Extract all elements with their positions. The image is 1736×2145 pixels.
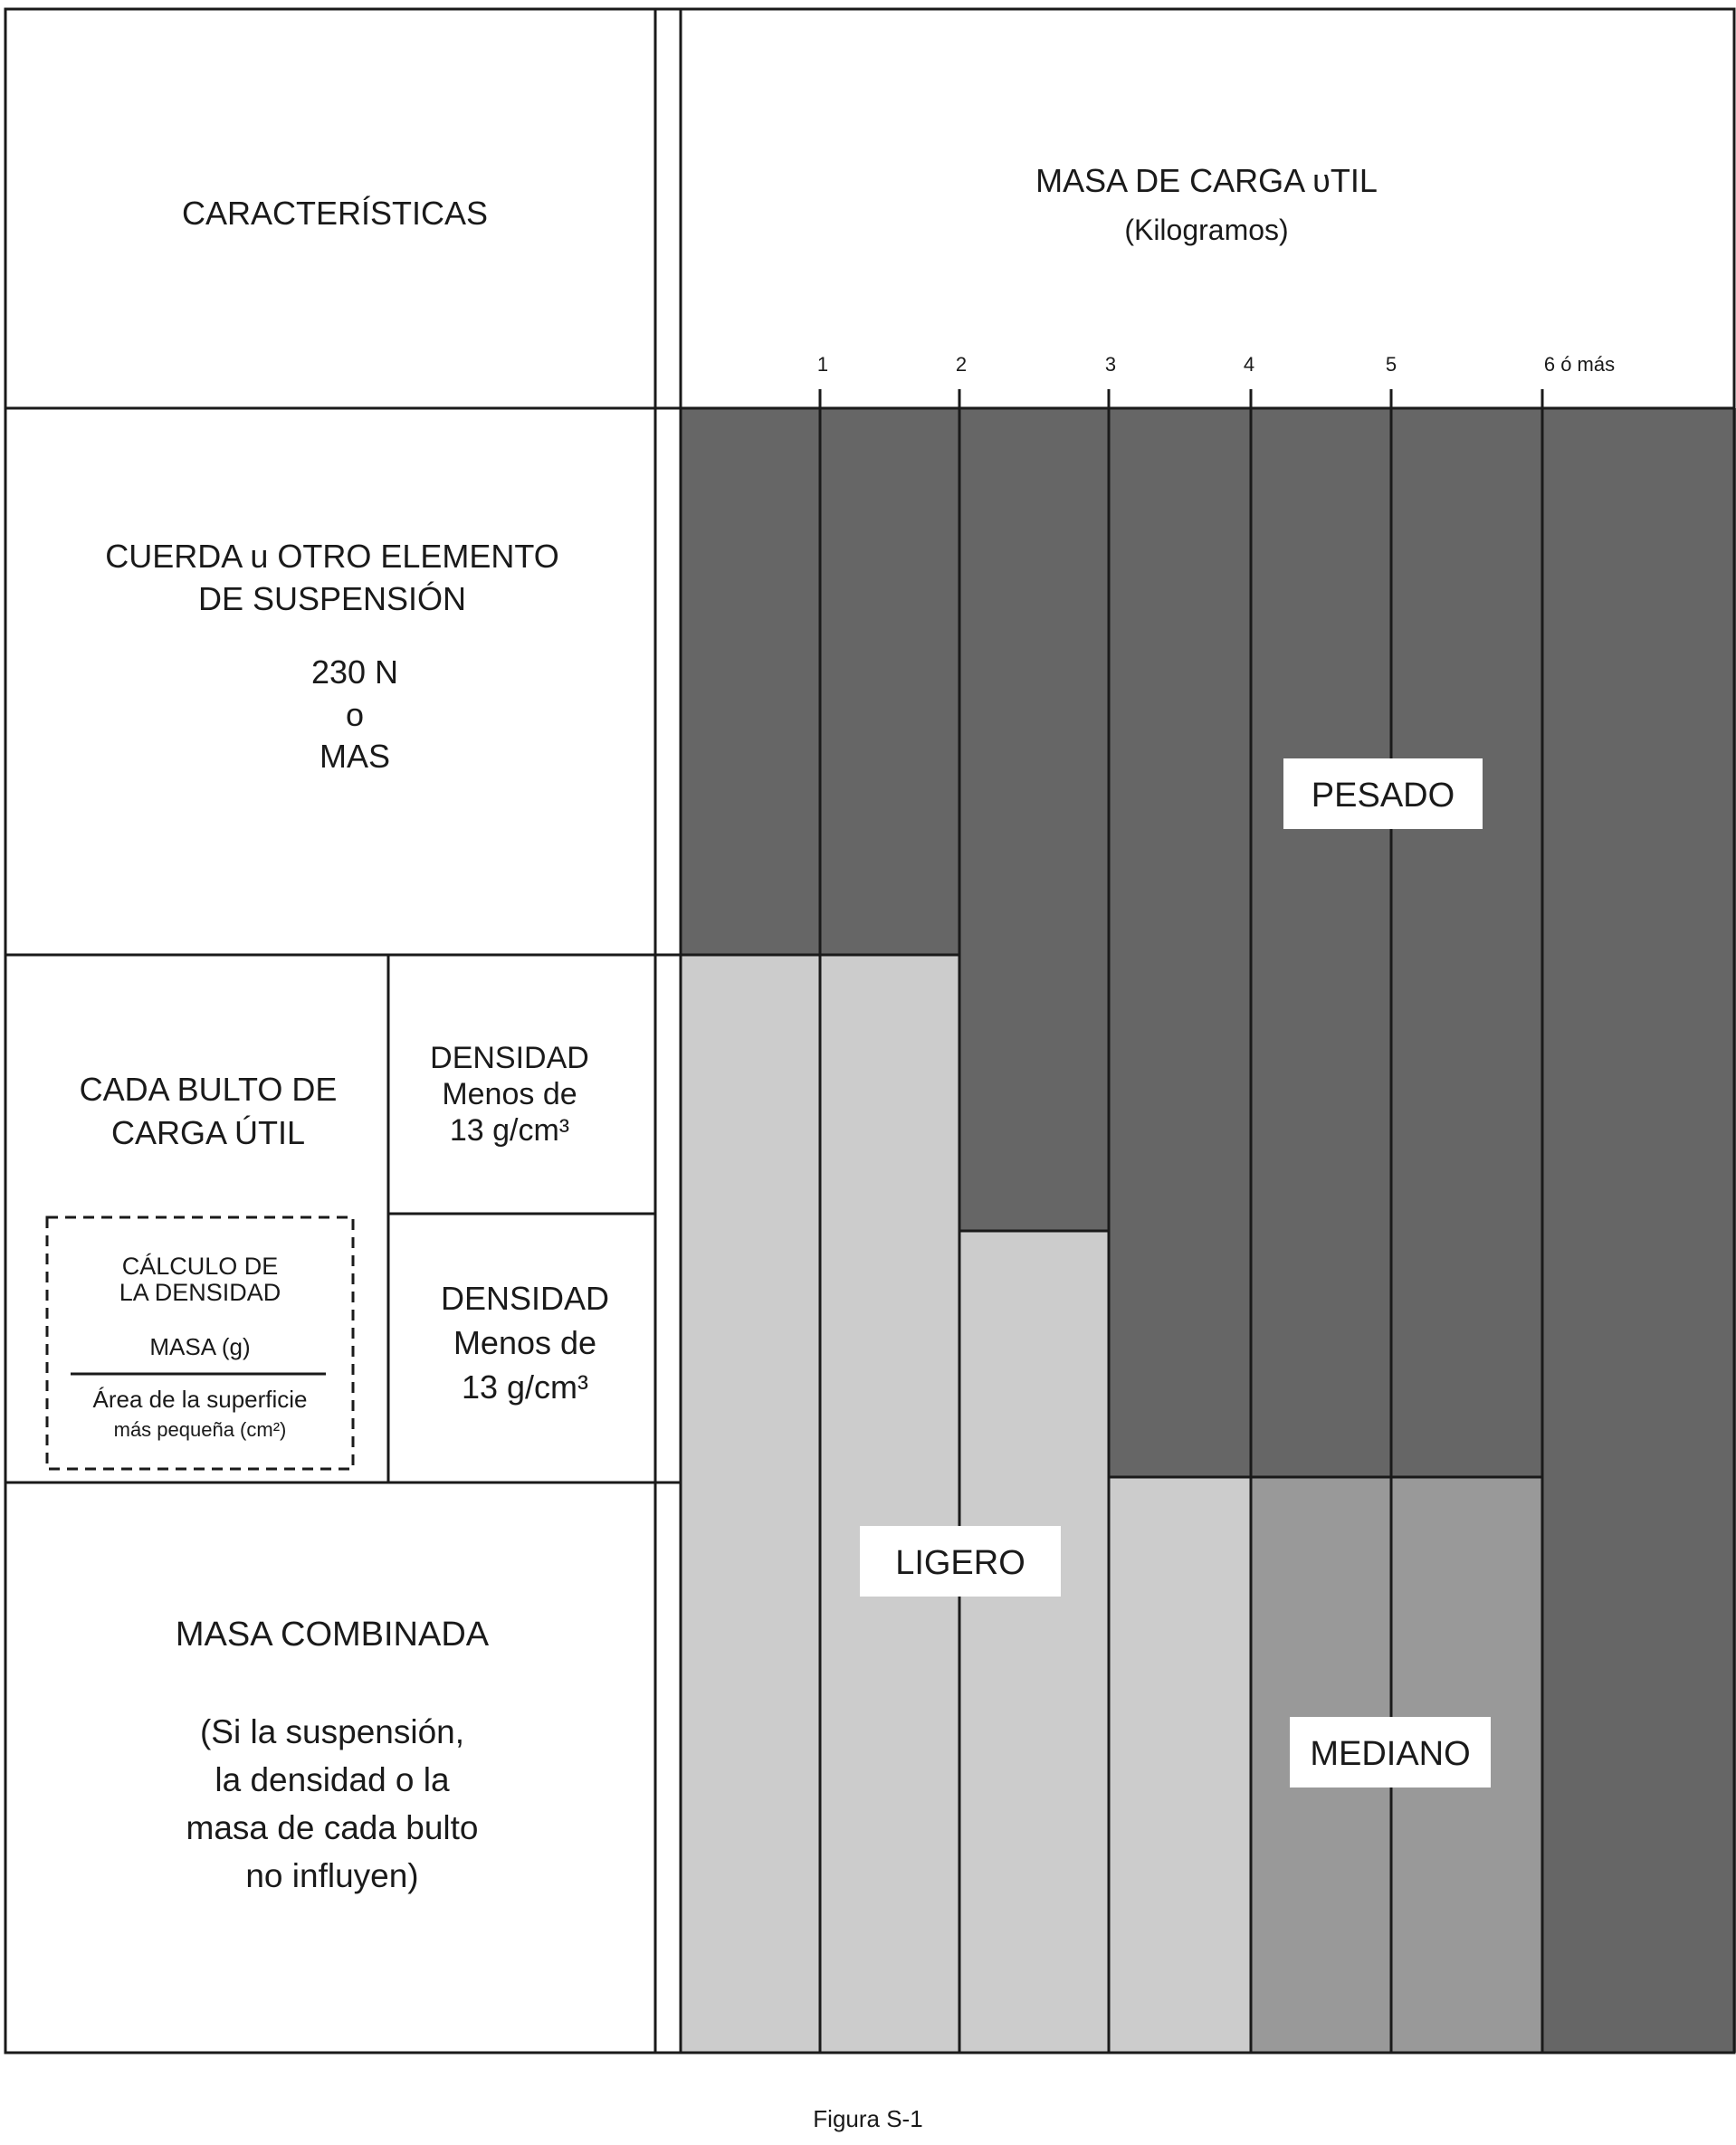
- density-calc-line-1: CÁLCULO DE: [121, 1253, 279, 1280]
- density-calc-denominator-1: Área de la superficie: [92, 1386, 308, 1413]
- tick-label-4: 4: [1243, 353, 1255, 376]
- tick-label-6: 6 ó más: [1543, 353, 1616, 376]
- density-upper-cell: [430, 1041, 589, 1148]
- heavy-label: [1283, 758, 1483, 829]
- combined-line-1: MASA COMBINADA: [175, 1616, 490, 1654]
- suspension-line-3: 230 N: [310, 653, 399, 691]
- light-label-text: LIGERO: [895, 1544, 1025, 1582]
- density-calculation-box: [47, 1217, 353, 1469]
- density-lower-line-1: DENSIDAD: [440, 1280, 610, 1317]
- density-calc-denominator-2: más pequeña (cm²): [113, 1418, 287, 1441]
- light-region-column-4: [1109, 1477, 1251, 2053]
- density-upper-line-2: Menos de: [442, 1077, 577, 1111]
- bulto-line-1: CADA BULTO DE: [79, 1071, 338, 1108]
- combined-line-2: (Si la suspensión,: [199, 1713, 465, 1750]
- light-region-column-3: [959, 1231, 1109, 2053]
- mass-title: MASA DE CARGA ᴜTIL: [1035, 162, 1378, 199]
- bulto-cell: [80, 1071, 338, 1151]
- suspension-cell: [105, 538, 558, 775]
- suspension-line-1: CUERDA u OTRO ELEMENTO: [105, 538, 559, 575]
- tick-label-1: 1: [816, 353, 829, 376]
- category-regions: [681, 408, 1736, 2053]
- mass-unit: (Kilogramos): [1124, 214, 1289, 246]
- tick-labels: [817, 353, 1615, 376]
- density-upper-line-1: DENSIDAD: [430, 1041, 589, 1075]
- suspension-line-5: MAS: [319, 738, 391, 775]
- density-lower-line-3: 13 g/cm³: [461, 1368, 589, 1406]
- suspension-line-2: DE SUSPENSIÓN: [197, 580, 467, 617]
- characteristics-label: CARACTERÍSTICAS: [181, 195, 489, 232]
- tick-label-2: 2: [955, 353, 968, 376]
- density-upper-line-3: 13 g/cm³: [449, 1113, 570, 1148]
- combined-line-4: masa de cada bulto: [186, 1809, 479, 1846]
- suspension-line-4: o: [345, 696, 365, 733]
- combined-line-3: la densidad o la: [215, 1761, 450, 1798]
- tick-label-3: 3: [1104, 353, 1117, 376]
- combined-line-5: no influyen): [245, 1857, 419, 1894]
- medium-label-text: MEDIANO: [1310, 1735, 1471, 1773]
- combined-mass-cell: [176, 1616, 490, 1894]
- medium-label: [1290, 1717, 1491, 1788]
- density-calc-line-2: LA DENSIDAD: [119, 1279, 281, 1306]
- density-lower-cell: [441, 1280, 609, 1406]
- light-label: [860, 1526, 1061, 1597]
- density-lower-line-2: Menos de: [453, 1324, 597, 1361]
- tick-label-5: 5: [1385, 353, 1397, 376]
- heavy-label-text: PESADO: [1311, 777, 1455, 815]
- bulto-line-2: CARGA ÚTIL: [110, 1114, 306, 1151]
- tick-marks: [820, 389, 1542, 408]
- figure-caption: Figura S-1: [813, 2105, 923, 2132]
- density-calc-numerator: MASA (g): [149, 1333, 251, 1360]
